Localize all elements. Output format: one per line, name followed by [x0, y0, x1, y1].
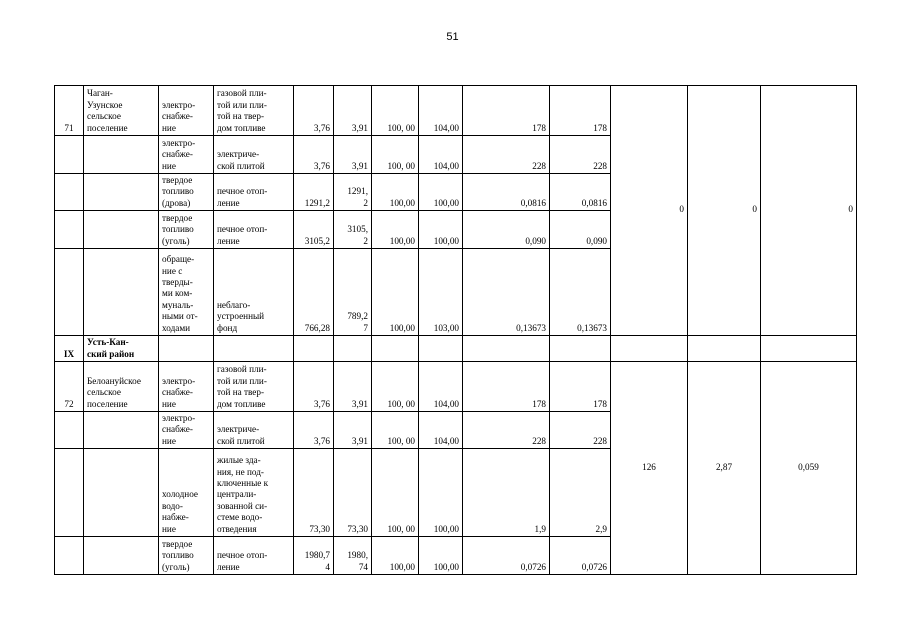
consumption-type: неблаго- устроенный фонд	[214, 249, 294, 336]
service-name: холодное водо- набже- ние	[159, 449, 214, 537]
percent-1: 100, 00	[372, 412, 419, 449]
percent-2: 100,00	[419, 449, 463, 537]
value-2: 73,30	[334, 449, 372, 537]
percent-1: 100,00	[372, 174, 419, 211]
percent-2: 100,00	[419, 211, 463, 249]
tariff-1: 1,9	[463, 449, 550, 537]
tariff-1: 0,0816	[463, 174, 550, 211]
value-1: 3105,2	[294, 211, 334, 249]
percent-2: 104,00	[419, 362, 463, 412]
value-1: 3,76	[294, 136, 334, 174]
tariff-1: 228	[463, 136, 550, 174]
consumption-type: жилые зда- ния, не под- ключенные к централи- зованной си- стеме водо- отведения	[214, 449, 294, 537]
percent-2: 100,00	[419, 174, 463, 211]
row-number	[55, 412, 84, 449]
value-2: 1980, 74	[334, 537, 372, 575]
tariff-1: 178	[463, 362, 550, 412]
row-number	[55, 449, 84, 537]
percent-1: 100,00	[372, 249, 419, 336]
percent-2: 104,00	[419, 86, 463, 136]
percent-2: 104,00	[419, 136, 463, 174]
section-row	[55, 336, 857, 362]
tariff-1: 0,13673	[463, 249, 550, 336]
tariff-2: 2,9	[550, 449, 611, 537]
service-name: твердое топливо (уголь)	[159, 537, 214, 575]
value-2: 3,91	[334, 362, 372, 412]
service-name: электро- снабже- ние	[159, 412, 214, 449]
consumption-type: печное отоп- ление	[214, 537, 294, 575]
section-name: Усть-Кан- ский район	[84, 336, 159, 362]
service-name: электро- снабже- ние	[159, 136, 214, 174]
settlement-name: Чаган- Узунское сельское поселение	[84, 86, 159, 136]
value-2: 1291, 2	[334, 174, 372, 211]
consumption-type: печное отоп- ление	[214, 174, 294, 211]
row-number: 71	[55, 86, 84, 136]
group-total-c: 0	[761, 86, 857, 336]
consumption-type: печное отоп- ление	[214, 211, 294, 249]
group-total-b: 0	[688, 86, 761, 336]
percent-2: 104,00	[419, 412, 463, 449]
settlement-name	[84, 412, 159, 449]
service-name: электро- снабже- ние	[159, 362, 214, 412]
tariff-1: 0,0726	[463, 537, 550, 575]
consumption-type: газовой пли- той или пли- той на твер- дом топливе	[214, 86, 294, 136]
tariff-1: 228	[463, 412, 550, 449]
page-number: 51	[446, 31, 459, 43]
tariff-1: 0,090	[463, 211, 550, 249]
settlement-name	[84, 537, 159, 575]
group-total-b: 2,87	[688, 362, 761, 575]
settlement-name: Белоануйское сельское поселение	[84, 362, 159, 412]
percent-1: 100, 00	[372, 136, 419, 174]
group-total-c: 0,059	[761, 362, 857, 575]
tariff-2: 228	[550, 136, 611, 174]
service-name: твердое топливо (дрова)	[159, 174, 214, 211]
consumption-type: электриче- ской плитой	[214, 136, 294, 174]
settlement-name	[84, 136, 159, 174]
table-row	[55, 86, 857, 136]
consumption-type: газовой пли- той или пли- той на твер- дом топливе	[214, 362, 294, 412]
percent-2: 100,00	[419, 537, 463, 575]
tariff-2: 178	[550, 86, 611, 136]
group-total-a: 0	[611, 86, 688, 336]
service-name: электро- снабже- ние	[159, 86, 214, 136]
tariff-2: 228	[550, 412, 611, 449]
value-1: 1980,7 4	[294, 537, 334, 575]
value-1: 3,76	[294, 362, 334, 412]
tariff-2: 0,090	[550, 211, 611, 249]
service-name: твердое топливо (уголь)	[159, 211, 214, 249]
value-2: 3105, 2	[334, 211, 372, 249]
consumption-type: электриче- ской плитой	[214, 412, 294, 449]
row-number: 72	[55, 362, 84, 412]
row-number	[55, 136, 84, 174]
value-1: 73,30	[294, 449, 334, 537]
service-name: обраще- ние с тверды- ми ком- муналь- ными от- ходами	[159, 249, 214, 336]
row-number	[55, 211, 84, 249]
tariff-table	[54, 85, 857, 575]
percent-1: 100, 00	[372, 86, 419, 136]
settlement-name	[84, 211, 159, 249]
percent-1: 100,00	[372, 211, 419, 249]
table-row	[55, 362, 857, 412]
value-1: 3,76	[294, 86, 334, 136]
row-number	[55, 174, 84, 211]
tariff-1: 178	[463, 86, 550, 136]
settlement-name	[84, 174, 159, 211]
settlement-name	[84, 449, 159, 537]
tariff-2: 0,0726	[550, 537, 611, 575]
value-2: 3,91	[334, 412, 372, 449]
section-number: IX	[55, 336, 84, 362]
tariff-2: 178	[550, 362, 611, 412]
group-total-a: 126	[611, 362, 688, 575]
percent-1: 100,00	[372, 537, 419, 575]
row-number	[55, 249, 84, 336]
value-1: 3,76	[294, 412, 334, 449]
percent-1: 100, 00	[372, 362, 419, 412]
value-1: 1291,2	[294, 174, 334, 211]
value-2: 3,91	[334, 136, 372, 174]
percent-2: 103,00	[419, 249, 463, 336]
value-2: 789,2 7	[334, 249, 372, 336]
row-number	[55, 537, 84, 575]
value-2: 3,91	[334, 86, 372, 136]
settlement-name	[84, 249, 159, 336]
percent-1: 100, 00	[372, 449, 419, 537]
value-1: 766,28	[294, 249, 334, 336]
tariff-2: 0,0816	[550, 174, 611, 211]
tariff-2: 0,13673	[550, 249, 611, 336]
